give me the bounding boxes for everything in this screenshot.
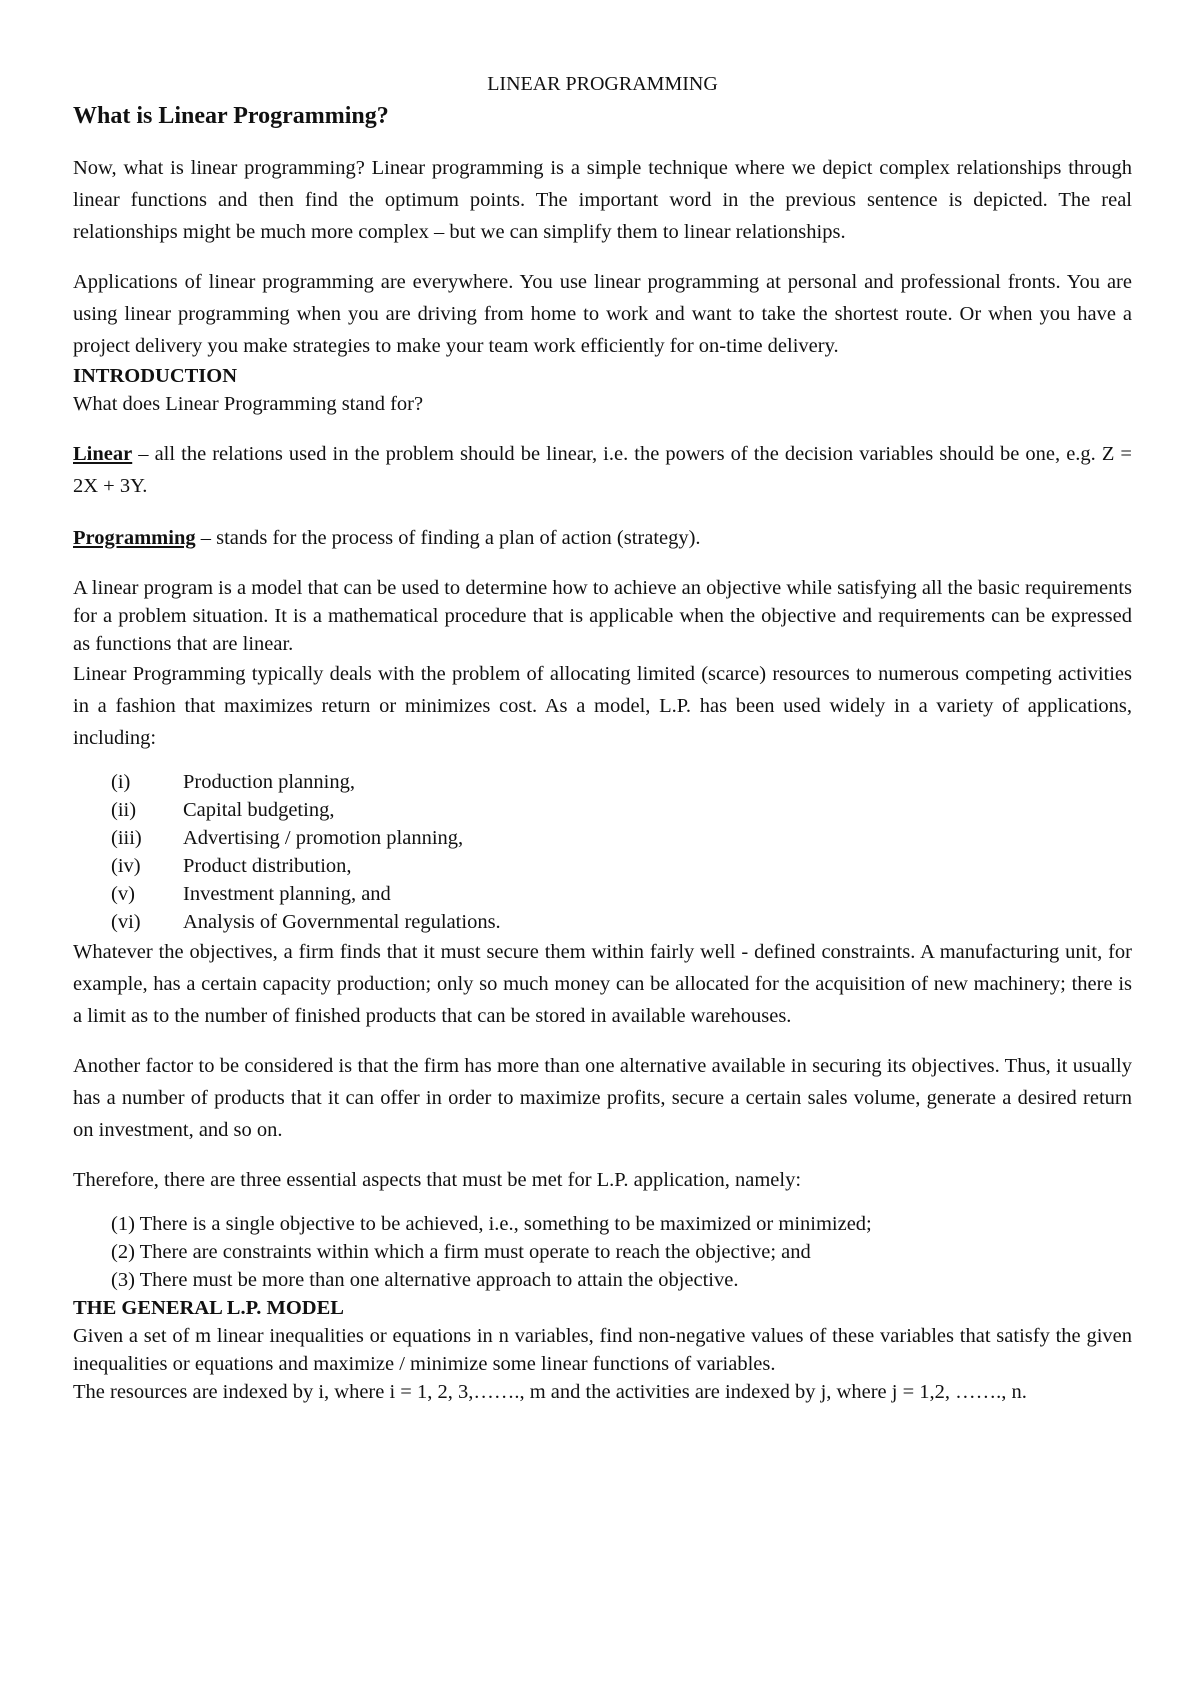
list-item-number: (v)	[111, 882, 135, 905]
list-item-number: (iii)	[111, 826, 142, 849]
document-title: LINEAR PROGRAMMING	[487, 73, 718, 95]
aspects-list	[73, 1210, 1132, 1294]
intro-paragraph-1: Now, what is linear programming? Linear programming is a simple technique where we depict complex relationships through linear functions and then find the optimum points. The important word in the previous sentence is depicted. The real relationships might be much more complex – but we can simplify them to linear relationships.	[73, 156, 1132, 243]
list-item	[111, 824, 1132, 852]
linear-definition-text: – all the relations used in the problem should be linear, i.e. the powers of the decision variables should be one, e.g. Z = 2X + 3Y.	[73, 442, 1132, 497]
list-item	[111, 908, 1132, 936]
general-model-paragraph-1: Given a set of m linear inequalities or equations in n variables, find non-negative values of these variables that satisfy the given inequalities or equations and maximize / minimize some linear functions of variables.	[73, 1324, 1132, 1375]
introduction-question: What does Linear Programming stand for?	[73, 392, 424, 415]
general-model-heading: THE GENERAL L.P. MODEL	[73, 1296, 344, 1319]
list-item: (2) There are constraints within which a firm must operate to reach the objective; and	[111, 1240, 811, 1263]
list-item-text: Product distribution,	[183, 854, 352, 877]
general-model-paragraph-2: The resources are indexed by i, where i = 1, 2, 3,……., m and the activities are indexed by j, where j = 1,2, ……., n.	[73, 1380, 1027, 1403]
list-item	[111, 852, 1132, 880]
list-item: (3) There must be more than one alternative approach to attain the objective.	[111, 1268, 739, 1291]
list-item-text: Analysis of Governmental regulations.	[183, 910, 501, 933]
applications-list	[73, 768, 1132, 936]
allocation-paragraph: Linear Programming typically deals with the problem of allocating limited (scarce) resources to numerous competing activities in a fashion that maximizes return or minimizes cost. As a model, L.P. has been used widely in a variety of applications, including:	[73, 662, 1132, 749]
list-item-text: Advertising / promotion planning,	[183, 826, 464, 849]
introduction-heading: INTRODUCTION	[73, 364, 238, 387]
objectives-paragraph: Whatever the objectives, a firm finds that it must secure them within fairly well - defined constraints. A manufacturing unit, for example, has a certain capacity production; only so much money can be allocated for the acquisition of new machinery; there is a limit as to the number of finished products that can be stored in available warehouses.	[73, 940, 1132, 1027]
list-item	[111, 768, 1132, 796]
programming-definition-text: – stands for the process of finding a plan of action (strategy).	[195, 526, 701, 549]
programming-term: Programming	[73, 526, 196, 549]
list-item	[111, 880, 1132, 908]
list-item	[111, 796, 1132, 824]
linear-definition	[73, 438, 1132, 502]
factor-paragraph: Another factor to be considered is that the firm has more than one alternative available in securing its objectives. Thus, it usually has a number of products that it can offer in order to maximize profits, secure a certain sales volume, generate a desired return on investment, and so on.	[73, 1054, 1132, 1141]
list-item-text: Capital budgeting,	[183, 798, 335, 821]
model-paragraph: A linear program is a model that can be used to determine how to achieve an objective while satisfying all the basic requirements for a problem situation. It is a mathematical procedure that is applicable when the objective and requirements can be expressed as functions that are linear.	[73, 576, 1132, 655]
aspects-intro: Therefore, there are three essential aspects that must be met for L.P. application, namely:	[73, 1168, 802, 1191]
list-item-text: Production planning,	[183, 770, 355, 793]
main-heading: What is Linear Programming?	[73, 103, 389, 129]
list-item-text: Investment planning, and	[183, 882, 391, 905]
intro-paragraph-2: Applications of linear programming are everywhere. You use linear programming at personal and professional fronts. You are using linear programming when you are driving from home to work and want to take the shortest route. Or when you have a project delivery you make strategies to make your team work efficiently for on-time delivery.	[73, 270, 1132, 357]
list-item-number: (vi)	[111, 910, 141, 933]
programming-definition	[73, 522, 1132, 554]
list-item-number: (iv)	[111, 854, 141, 877]
list-item: (1) There is a single objective to be achieved, i.e., something to be maximized or minimized;	[111, 1212, 872, 1235]
list-item-number: (i)	[111, 770, 131, 793]
linear-term: Linear	[73, 442, 133, 465]
list-item-number: (ii)	[111, 798, 137, 821]
